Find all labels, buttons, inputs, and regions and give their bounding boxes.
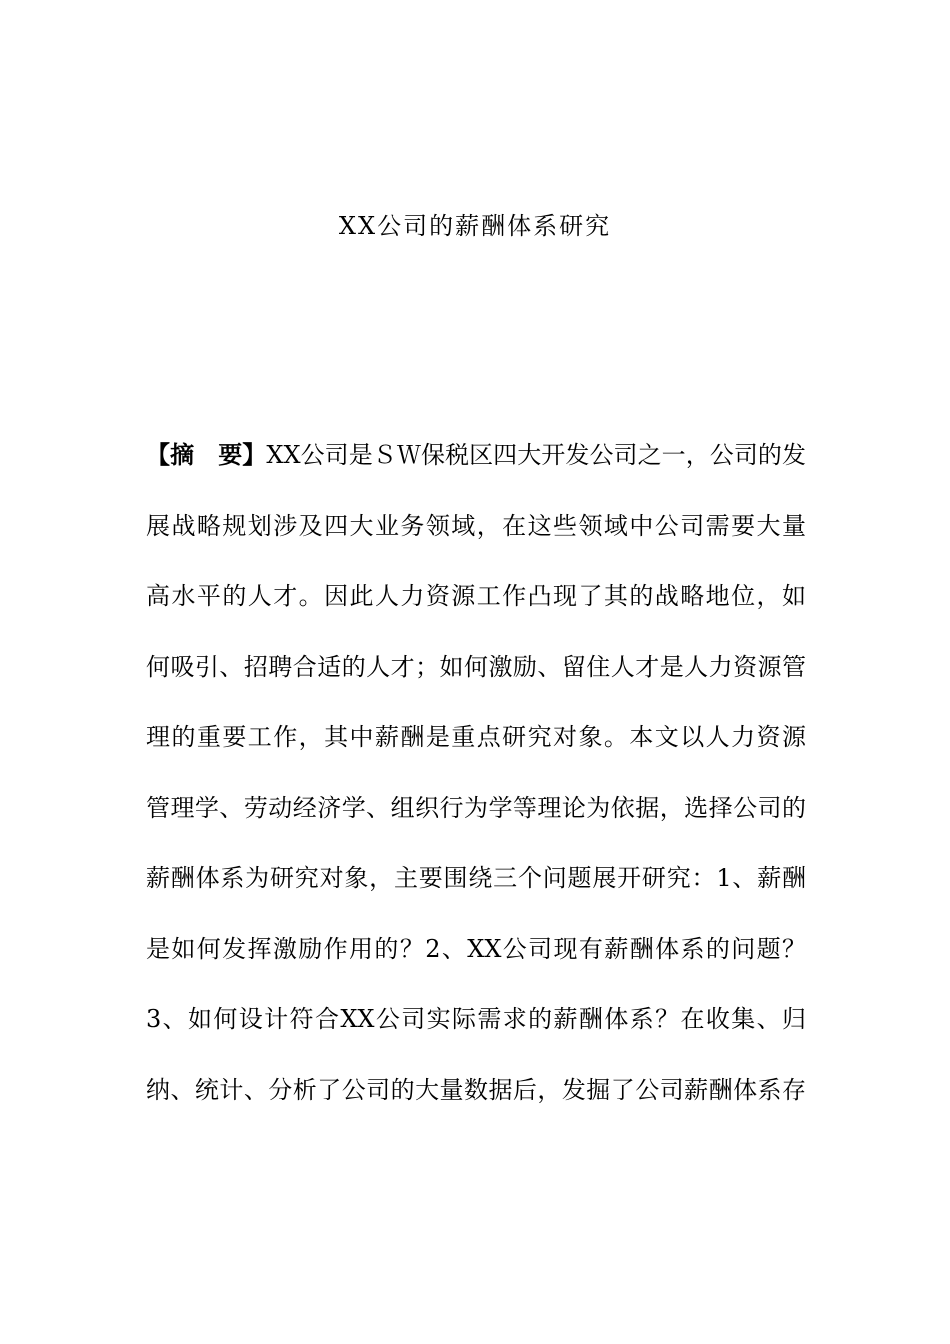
abstract-line: 纳、统计、分析了公司的大量数据后，发掘了公司薪酬体系存 bbox=[146, 1075, 806, 1104]
document-title: XX公司的薪酬体系研究 bbox=[338, 212, 612, 240]
abstract-section bbox=[146, 437, 806, 1142]
abstract-line: 高水平的人才。因此人力资源工作凸现了其的战略地位，如 bbox=[146, 582, 806, 610]
abstract-line bbox=[146, 437, 806, 473]
abstract-line: 是如何发挥激励作用的？2、XX公司现有薪酬体系的问题？ bbox=[146, 934, 806, 963]
abstract-label: 【摘 要】 bbox=[146, 440, 267, 469]
abstract-line: 何吸引、招聘合适的人才；如何激励、留住人才是人力资源管 bbox=[146, 652, 806, 681]
abstract-line: 薪酬体系为研究对象，主要围绕三个问题展开研究：1、薪酬 bbox=[146, 864, 806, 892]
abstract-line: 管理学、劳动经济学、组织行为学等理论为依据，选择公司的 bbox=[146, 793, 806, 822]
abstract-line: 展战略规划涉及四大业务领域，在这些领域中公司需要大量 bbox=[146, 511, 806, 540]
abstract-line-text: XX公司是ＳＷ保税区四大开发公司之一，公司的发 bbox=[266, 441, 807, 469]
abstract-line: 3、如何设计符合XX公司实际需求的薪酬体系？在收集、归 bbox=[146, 1005, 806, 1033]
abstract-line: 理的重要工作，其中薪酬是重点研究对象。本文以人力资源 bbox=[146, 723, 806, 751]
